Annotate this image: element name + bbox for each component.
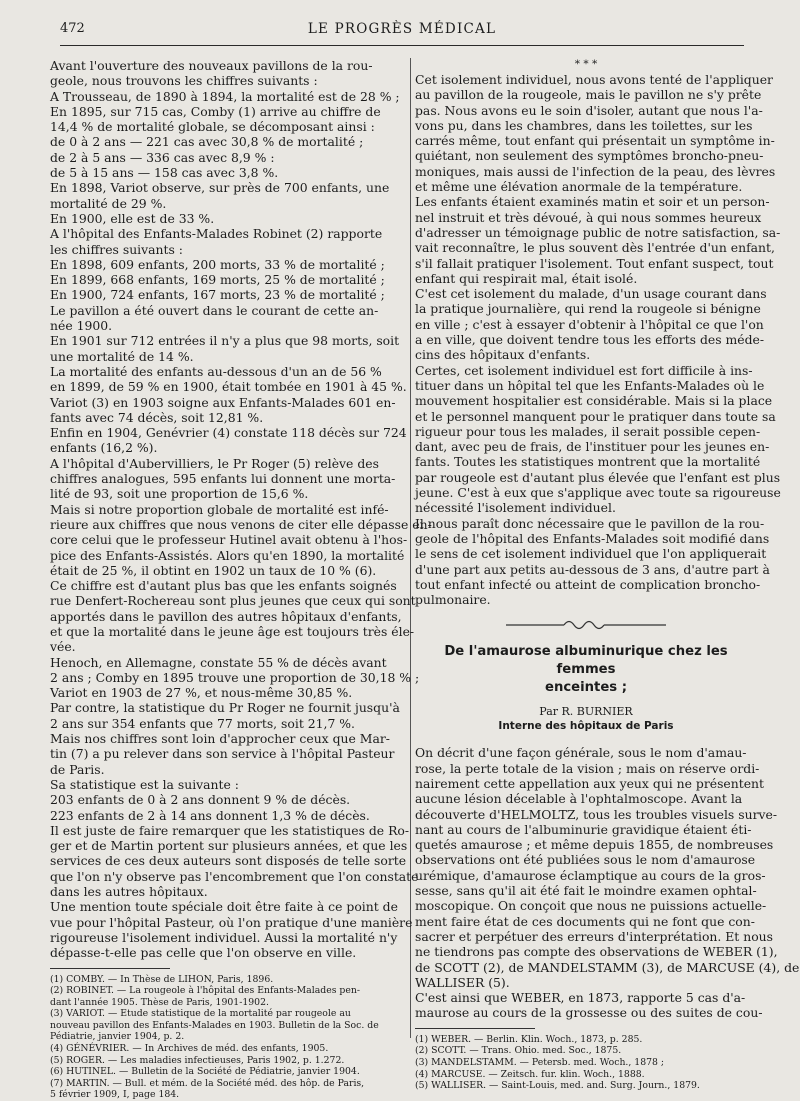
text-line: tin (7) a pu relever dans son service à l'hôpital Pasteur bbox=[50, 746, 395, 762]
text-line: observations ont été publiées sous le nom d'amaurose bbox=[415, 852, 756, 868]
text-line: Cet isolement individuel, nous avons tenté de l'appliquer bbox=[415, 72, 773, 87]
text-line: les chiffres suivants : bbox=[50, 241, 183, 257]
footnote-line: (1) COMBY. — In Thèse de LIHON, Paris, 1896. bbox=[50, 973, 274, 985]
text-line: A l'hôpital d'Aubervilliers, le Pr Roger (5) relève des bbox=[50, 455, 379, 471]
text-line: C'est ainsi que WEBER, en 1873, rapporte 5 cas d'a- bbox=[415, 990, 746, 1006]
text-line: geole, nous trouvons les chiffres suivants : bbox=[50, 73, 318, 89]
footnote-rule bbox=[50, 968, 170, 969]
text-line: tituer dans un hôpital tel que les Enfants-Malades où le bbox=[415, 377, 765, 393]
article-title-line-2: enceintes ; bbox=[545, 680, 627, 696]
text-line: maurose au cours de la grossesse ou des suites de cou- bbox=[415, 1005, 763, 1021]
text-line: enfant qui respirait mal, était isolé. bbox=[415, 270, 638, 286]
text-line: rigueur pour tous les malades, il serait possible cepen- bbox=[415, 423, 761, 439]
text-line: WALLISER (5). bbox=[415, 974, 510, 990]
ornament-rule-icon bbox=[506, 615, 666, 635]
footnote-line: (5) WALLISER. — Saint-Louis, med. and. Surg. Journ., 1879. bbox=[415, 1080, 700, 1092]
text-line: en ville ; c'est à essayer d'obtenir à l'hôpital ce que l'on bbox=[415, 316, 764, 332]
text-line: Avant l'ouverture des nouveaux pavillons de la rou- bbox=[50, 58, 373, 73]
text-line: rieure aux chiffres que nous venons de citer elle dépasse en- bbox=[50, 516, 432, 532]
text-line: Par contre, la statistique du Pr Roger ne fournit jusqu'à bbox=[50, 700, 400, 716]
text-line: pice des Enfants-Assistés. Alors qu'en 1890, la mortalité bbox=[50, 547, 405, 563]
text-line: geole de l'hôpital des Enfants-Malades soit modifié dans bbox=[415, 530, 770, 546]
text-line: et que la mortalité dans le jeune âge est toujours très éle- bbox=[50, 623, 415, 639]
text-line: la pratique journalière, qui rend la rougeole si bénigne bbox=[415, 301, 761, 317]
text-line: En 1895, sur 715 cas, Comby (1) arrive au chiffre de bbox=[50, 103, 381, 119]
text-line: Il est juste de faire remarquer que les statistiques de Ro- bbox=[50, 822, 410, 838]
text-line: vons pu, dans les chambres, dans les toilettes, sur les bbox=[415, 117, 753, 133]
text-line: Variot (3) en 1903 soigne aux Enfants-Malades 601 en- bbox=[50, 394, 396, 410]
text-line: née 1900. bbox=[50, 318, 113, 334]
text-line: de Paris. bbox=[50, 761, 105, 777]
text-line: mortalité de 29 %. bbox=[50, 195, 167, 211]
footnote-line: (3) MANDELSTAMM. — Petersb. med. Woch., 1878 ; bbox=[415, 1056, 665, 1068]
text-line: Les enfants étaient examinés matin et soir et un person- bbox=[415, 194, 770, 210]
page-header bbox=[60, 17, 744, 41]
text-line: En 1899, 668 enfants, 169 morts, 25 % de mortalité ; bbox=[50, 272, 385, 288]
text-line: rue Denfert-Rochereau sont plus jeunes que ceux qui sont bbox=[50, 593, 416, 609]
text-line: carrés même, tout enfant qui présentait un symptôme in- bbox=[415, 133, 775, 149]
text-line: pas. Nous avons eu le soin d'isoler, autant que nous l'a- bbox=[415, 102, 763, 118]
text-line: Variot en 1903 de 27 %, et nous-même 30,85 %. bbox=[50, 685, 353, 701]
text-line: 203 enfants de 0 à 2 ans donnent 9 % de décès. bbox=[50, 792, 351, 808]
text-line: de SCOTT (2), de MANDELSTAMM (3), de MARCUSE (4), de bbox=[415, 959, 800, 975]
text-line: En 1898, Variot observe, sur près de 700 enfants, une bbox=[50, 180, 390, 196]
text-line: vue pour l'hôpital Pasteur, où l'on pratique d'une manière bbox=[50, 914, 413, 930]
text-line: jeune. C'est à eux que s'applique avec toute sa rigoureuse bbox=[415, 485, 781, 501]
text-line: nel instruit et très dévoué, à qui nous sommes heureux bbox=[415, 209, 762, 225]
text-line: Ce chiffre est d'autant plus bas que les enfants soignés bbox=[50, 578, 397, 594]
text-line: moscopique. On conçoit que nous ne puissions actuelle- bbox=[415, 898, 767, 914]
text-line: 223 enfants de 2 à 14 ans donnent 1,3 % de décès. bbox=[50, 807, 370, 823]
text-line: fants avec 74 décès, soit 12,81 %. bbox=[50, 409, 264, 425]
text-line: a en ville, que doivent tendre tous les efforts des méde- bbox=[415, 332, 765, 348]
footnote-line: (3) VARIOT. — Etude statistique de la mortalité par rougeole au bbox=[50, 1008, 351, 1020]
text-line: vait reconnaître, le plus souvent dès l'entrée d'un enfant, bbox=[415, 240, 775, 256]
text-line: Certes, cet isolement individuel est fort difficile à ins- bbox=[415, 362, 753, 378]
text-line: sesse, sans qu'il ait été fait le moindre examen ophtal- bbox=[415, 883, 757, 899]
left-footnotes bbox=[50, 974, 406, 1101]
text-line: d'une part aux petits au-dessous de 3 ans, d'autre part à bbox=[415, 561, 770, 577]
text-line: En 1900, 724 enfants, 167 morts, 23 % de mortalité ; bbox=[50, 287, 385, 303]
text-line: dans les autres hôpitaux. bbox=[50, 884, 208, 900]
text-line: le sens de cet isolement individuel que l'on appliquerait bbox=[415, 546, 767, 562]
header-rule bbox=[60, 45, 744, 46]
footnote-line: (1) WEBER. — Berlin. Klin. Woch., 1873, p. 285. bbox=[415, 1033, 643, 1045]
text-line: que l'on n'y observe pas l'encombrement que l'on constate bbox=[50, 868, 419, 884]
running-title: LE PROGRÈS MÉDICAL bbox=[307, 21, 497, 37]
article-body-text bbox=[415, 745, 800, 1021]
text-line: A l'hôpital des Enfants-Malades Robinet (2) rapporte bbox=[50, 226, 383, 242]
text-line: 2 ans ; Comby en 1895 trouve une proportion de 30,18 % ; bbox=[50, 669, 420, 685]
text-line: et le personnel manquent pour le pratiquer dans toute sa bbox=[415, 408, 776, 424]
text-line: 14,4 % de mortalité globale, se décomposant ainsi : bbox=[50, 119, 375, 135]
text-line: En 1901 sur 712 entrées il n'y a plus que 98 morts, soit bbox=[50, 333, 400, 349]
text-line: dépasse-t-elle pas celle que l'on observe en ville. bbox=[50, 945, 357, 961]
text-line: On décrit d'une façon générale, sous le nom d'amau- bbox=[415, 745, 747, 761]
text-line: C'est cet isolement du malade, d'un usage courant dans bbox=[415, 286, 767, 302]
text-line: de 0 à 2 ans — 221 cas avec 30,8 % de mortalité ; bbox=[50, 134, 364, 150]
article-title-line-1: De l'amaurose albuminurique chez les femmes bbox=[444, 644, 728, 678]
text-line: quiétant, non seulement des symptômes broncho-pneu- bbox=[415, 148, 764, 164]
text-line: Henoch, en Allemagne, constate 55 % de décès avant bbox=[50, 654, 387, 670]
column-divider bbox=[410, 58, 411, 1038]
text-line: mouvement hospitalier est considérable. Mais si la place bbox=[415, 393, 773, 409]
text-line: En 1900, elle est de 33 %. bbox=[50, 210, 215, 226]
page-number: 472 bbox=[60, 21, 85, 36]
footnote-rule bbox=[415, 1028, 535, 1029]
text-line: ger et de Martin portent sur plusieurs années, et que les bbox=[50, 838, 408, 854]
text-line: nant au cours de l'albuminurie gravidique étaient éti- bbox=[415, 821, 752, 837]
text-line: par rougeole est d'autant plus élevée que l'enfant est plus bbox=[415, 469, 781, 485]
text-line: Il nous paraît donc nécessaire que le pavillon de la rou- bbox=[415, 515, 765, 531]
footnote-line: 5 février 1909, I, page 184. bbox=[50, 1089, 180, 1101]
text-line: s'il fallait pratiquer l'isolement. Tout enfant suspect, tout bbox=[415, 255, 774, 271]
text-line: A Trousseau, de 1890 à 1894, la mortalité est de 28 % ; bbox=[50, 88, 400, 104]
text-line: une mortalité de 14 %. bbox=[50, 348, 194, 364]
text-line: de 2 à 5 ans — 336 cas avec 8,9 % : bbox=[50, 149, 275, 165]
footnote-line: (6) HUTINEL. — Bulletin de la Société de Pédiatrie, janvier 1904. bbox=[50, 1066, 360, 1078]
footnote-line: (2) SCOTT. — Trans. Ohio. med. Soc., 1875. bbox=[415, 1045, 622, 1057]
text-line: au pavillon de la rougeole, mais le pavillon ne s'y prête bbox=[415, 87, 762, 103]
text-line: La mortalité des enfants au-dessous d'un an de 56 % bbox=[50, 363, 382, 379]
text-line: cins des hôpitaux d'enfants. bbox=[415, 347, 591, 363]
text-line: Mais si notre proportion globale de mortalité est infé- bbox=[50, 501, 389, 517]
text-line: en 1899, de 59 % en 1900, était tombée en 1901 à 45 %. bbox=[50, 379, 407, 395]
left-body-text bbox=[50, 58, 432, 961]
right-column bbox=[415, 58, 800, 1092]
text-line: moniques, mais aussi de l'infection de la peau, des lèvres bbox=[415, 163, 776, 179]
footnote-line: nouveau pavillon des Enfants-Malades en 1903. Bulletin de la Soc. de bbox=[50, 1019, 379, 1031]
text-line: fants. Toutes les statistiques montrent que la mortalité bbox=[415, 454, 761, 470]
text-line: Enfin en 1904, Genévrier (4) constate 118 décès sur 724 bbox=[50, 425, 407, 441]
text-line: apportés dans le pavillon des autres hôpitaux d'enfants, bbox=[50, 608, 402, 624]
text-line: tout enfant infecté ou atteint de complication broncho- bbox=[415, 576, 761, 592]
text-line: Une mention toute spéciale doit être faite à ce point de bbox=[50, 899, 398, 915]
text-line: En 1898, 609 enfants, 200 morts, 33 % de mortalité ; bbox=[50, 256, 385, 272]
text-line: enfants (16,2 %). bbox=[50, 440, 158, 456]
left-column bbox=[50, 58, 432, 1101]
footnote-line: Pédiatrie, janvier 1904, p. 2. bbox=[50, 1031, 185, 1043]
isolation-text bbox=[415, 72, 781, 608]
text-line: sacrer et perpétuer des erreurs d'interprétation. Et nous bbox=[415, 928, 774, 944]
text-line: vée. bbox=[50, 639, 76, 655]
text-line: lité de 93, soit une proportion de 15,6 %. bbox=[50, 486, 309, 502]
text-line: dant, avec peu de frais, de l'instituer pour les jeunes en- bbox=[415, 439, 770, 455]
footnote-line: (2) ROBINET. — La rougeole à l'hôpital des Enfants-Malades pen- bbox=[50, 985, 361, 997]
text-line: pulmonaire. bbox=[415, 592, 491, 608]
footnote-line: dant l'année 1905. Thèse de Paris, 1901-1902. bbox=[50, 996, 269, 1008]
text-line: Le pavillon a été ouvert dans le courant de cette an- bbox=[50, 302, 379, 318]
text-line: urémique, d'amaurose éclamptique au cours de la gros- bbox=[415, 867, 766, 883]
text-line: rose, la perte totale de la vision ; mais on réserve ordi- bbox=[415, 760, 760, 776]
footnote-line: (5) ROGER. — Les maladies infectieuses, Paris 1902, p. 1.272. bbox=[50, 1054, 345, 1066]
right-footnotes bbox=[415, 1034, 757, 1092]
section-ornament bbox=[415, 615, 757, 637]
text-line: ne tiendrons pas compte des observations de WEBER (1), bbox=[415, 944, 778, 960]
text-line: de 5 à 15 ans — 158 cas avec 3,8 %. bbox=[50, 165, 279, 181]
text-line: et même une élévation anormale de la température. bbox=[415, 179, 743, 195]
author-affiliation: Interne des hôpitaux de Paris bbox=[498, 720, 674, 733]
footnote-line: (4) MARCUSE. — Zeitsch. fur. klin. Woch., 1888. bbox=[415, 1068, 645, 1080]
text-line: ment faire état de ces documents qui ne font que con- bbox=[415, 913, 755, 929]
text-line: découverte d'HELMOLTZ, tous les troubles visuels surve- bbox=[415, 806, 778, 822]
text-line: aucune lésion décelable à l'ophtalmoscope. Avant la bbox=[415, 791, 743, 807]
footnote-line: (4) GÉNÉVRIER. — In Archives de méd. des enfants, 1905. bbox=[50, 1043, 329, 1055]
article-title bbox=[415, 643, 757, 697]
text-line: core celui que le professeur Hutinel avait obtenu à l'hos- bbox=[50, 532, 408, 548]
text-line: d'adresser un témoignage public de notre satisfaction, sa- bbox=[415, 224, 781, 240]
text-line: chiffres analogues, 595 enfants lui donnent une morta- bbox=[50, 471, 396, 487]
text-line: 2 ans sur 354 enfants que 77 morts, soit 21,7 %. bbox=[50, 715, 355, 731]
text-line: services de ces deux auteurs sont disposés de telle sorte bbox=[50, 853, 407, 869]
text-line: nairement cette appellation aux yeux qui ne présentent bbox=[415, 775, 765, 791]
text-line: Sa statistique est la suivante : bbox=[50, 776, 239, 792]
text-line: Mais nos chiffres sont loin d'approcher ceux que Mar- bbox=[50, 731, 390, 747]
section-stars: * * * bbox=[574, 58, 598, 70]
article-byline: Par R. BURNIER bbox=[539, 705, 633, 719]
text-line: nécessité l'isolement individuel. bbox=[415, 500, 616, 516]
text-line: rigoureuse l'isolement individuel. Aussi la mortalité n'y bbox=[50, 929, 398, 945]
text-line: quetés amaurose ; et même depuis 1855, de nombreuses bbox=[415, 837, 774, 853]
text-line: était de 25 %, il obtint en 1902 un taux de 10 % (6). bbox=[50, 562, 377, 578]
footnote-line: (7) MARTIN. — Bull. et mém. de la Société méd. des hôp. de Paris, bbox=[50, 1077, 365, 1089]
